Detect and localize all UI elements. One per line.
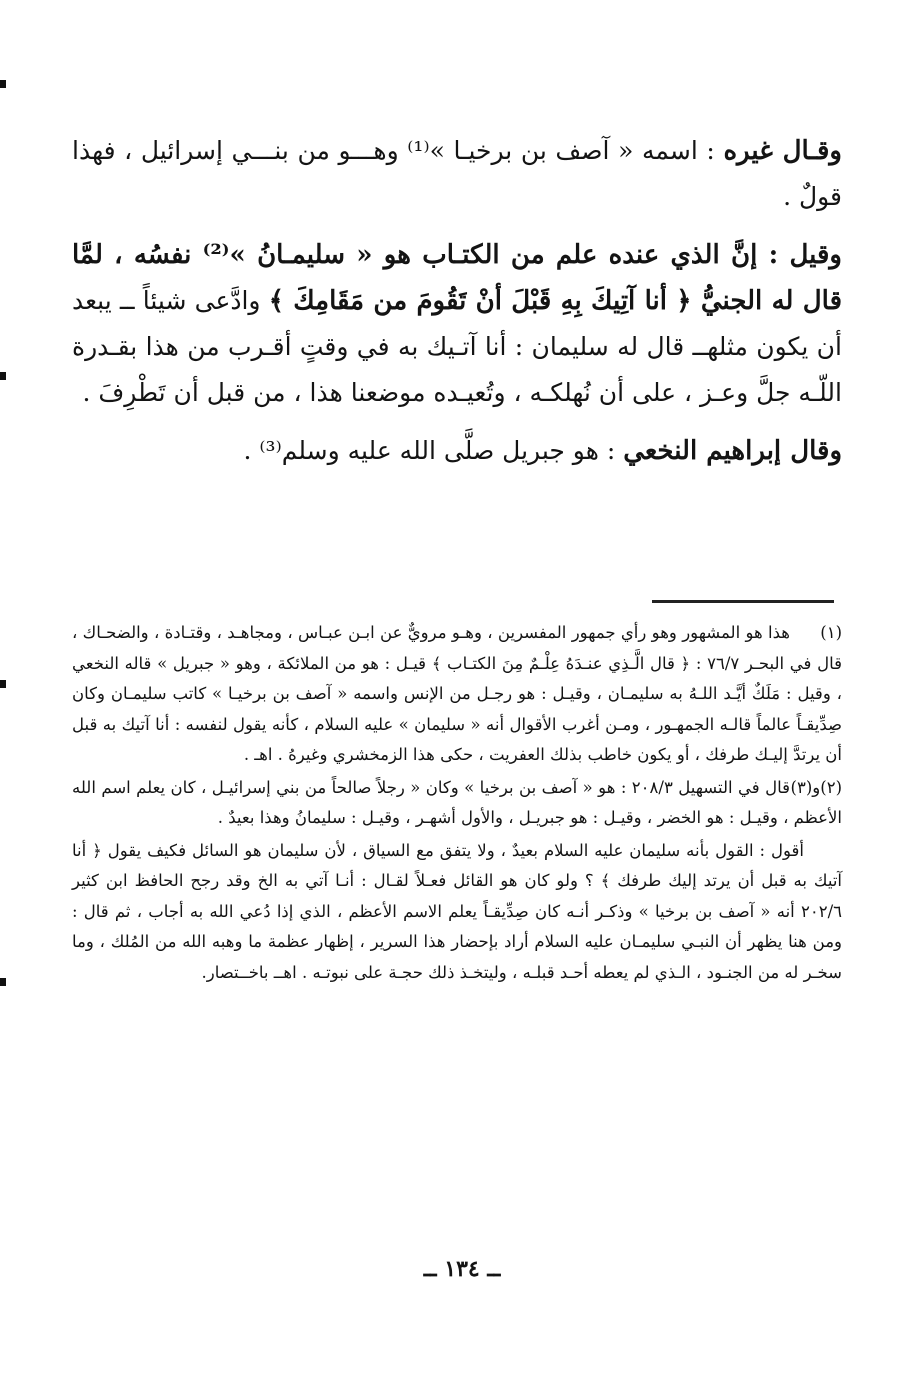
paragraph-1-lead: وقـال غيره — [723, 136, 842, 166]
footnotes — [72, 618, 842, 990]
footnote-1 — [72, 618, 842, 771]
paragraph-2-body: وادَّعى شيئاً ــ يبعد أن يكون مثلهــ قال له سليمان : أنا آتـيك به في وقتٍ أقـرب من هذا بقـدرة اللّـه جلَّ وعـز ، على أن نُهلكـه ، وتُعيـده موضعنا هذا ، من قبل أن تَطْرِفَ . — [72, 286, 842, 407]
footnote-2-3-text: قال في التسهيل ٢٠٨/٣ : هو « آصف بن برخيا » وكان « رجلاً صالحاً من بني إسرائيـل ، كان يعلم اسم الله الأعظم ، وقيـل : هو الخضر ، وقيـل : هو جبريـل ، والأول أشهـر ، وقيـل : سليمانُ وهذا بعيدٌ . — [72, 777, 842, 827]
paragraph-1-body: : اسمه « آصف بن برخيـا »⁽¹⁾ وهـــو من بنـــي إسرائيل ، فهذا قولٌ . — [72, 136, 842, 211]
footnote-1-number: (١) — [820, 623, 842, 642]
paragraph-2 — [72, 232, 842, 416]
paragraph-1 — [72, 128, 842, 220]
footnote-1-text: هذا هو المشهور وهو رأي جمهور المفسرين ، وهـو مرويٌّ عن ابـن عبـاس ، ومجاهـد ، وقتـادة ، والضحـاك ، قال في البحـر ٧٦/٧ : ﴿ قال الَّـذِي عنـدَهُ عِلْـمٌ مِنَ الكتـاب ﴾ قيـل : هو من الملائكة ، وهو « جبريل » قاله النخعي ، وقيل : مَلَكٌ أيَّـد اللـهُ به سليمـان ، وقيـل : هو رجـل من الإنس واسمه « آصف بن برخيـا » كاتب سليمـان وكان صِدِّيقـاً عالماً قالـه الجمهـور ، ومـن أغرب الأقوال أنه « سليمان » عليه السلام ، كأنه يقول لنفسه : أنا آتيك به قبل أن يرتدَّ إليـك طرفك ، أو يكون خاطب بذلك العفريت ، حكى هذا الزمخشري وغيرهُ . اهـ . — [72, 623, 842, 764]
edge-mark — [0, 80, 6, 88]
footnote-2-3-number: (٢)و(٣) — [790, 777, 842, 797]
author-comment: أقول : القول بأنه سليمان عليه السلام بعيدٌ ، ولا يتفق مع السياق ، لأن سليمان هو السائل فكيف يقول ﴿ أنا آتيك به قبل أن يرتد إليك طرفك ﴾ ؟ ولو كان هو القائل فعـلاً لقـال : أنـا آتي به الخ وقد رجح الحافظ ابن كثير ٢٠٢/٦ أنه « آصف بن برخيا » وذكـر أنـه كان صِدِّيقـاً يعلم الاسم الأعظم ، الذي إذا دُعي الله به أجاب ، ثم قال : ومن هنا يظهر أن النبـي سليمـان عليه السلام أراد بإحضار هذا السرير ، إظهار عظمة ما وهبه الله من المُلك ، وما سخـر له من الجنـود ، الـذي لم يعطه أحـد قبلـه ، وليتخـذ ذلك حجـة على نبوتـه . اهــ باخــتصار. — [72, 840, 842, 982]
page-number: ــ ١٣٤ ــ — [423, 1256, 501, 1282]
paragraph-3 — [72, 428, 842, 474]
edge-mark — [0, 978, 6, 986]
paragraph-2-lead: وقيل : إنَّ الذي عنده علم من الكتـاب هو « سليمـانُ »⁽²⁾ نفسُه ، لمَّا قال له الجنيُّ ﴿ أنا آتِيكَ بِهِ قَبْلَ أنْ تَقُومَ من مَقَامِكَ ﴾ — [72, 240, 842, 316]
edge-mark — [0, 372, 6, 380]
footnote-2-3 — [72, 773, 842, 834]
edge-mark — [0, 680, 6, 688]
paragraph-3-lead: وقال إبراهيم النخعي — [623, 436, 842, 466]
main-text — [72, 128, 842, 486]
footnote-separator — [652, 600, 834, 603]
paragraph-3-body: : هو جبريل صلَّى الله عليه وسلم⁽³⁾ . — [243, 436, 624, 465]
